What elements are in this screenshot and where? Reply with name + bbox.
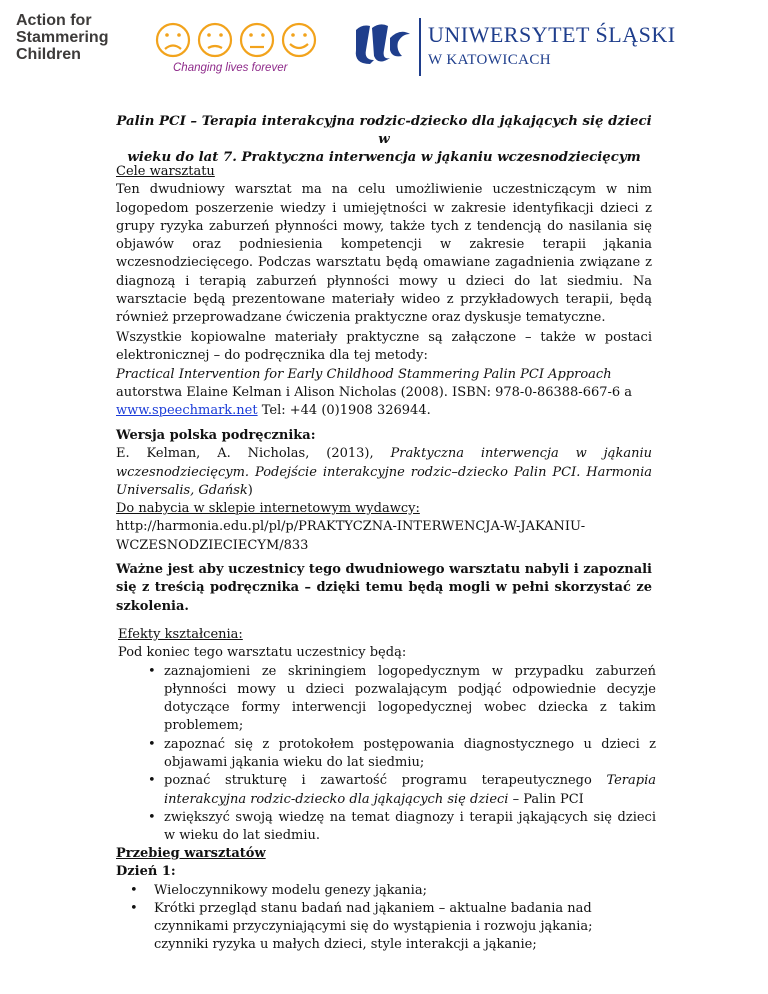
outcome-item	[138, 772, 656, 809]
outcomes-section	[118, 626, 656, 846]
materials-paragraph: Wszystkie kopiowalne materiały praktyczne są załączone – także w postaci elektronicznej – do podręcznika dla tej metody:	[116, 330, 652, 364]
university-city: W KATOWICACH	[428, 52, 551, 68]
polish-authors: E. Kelman, A. Nicholas, (2013),	[116, 446, 391, 462]
book-phone: Tel: +44 (0)1908 326944.	[257, 403, 431, 419]
afsc-line-2: Stammering	[16, 29, 109, 46]
outcome-item: • zwiększyć swoją wiedzę na temat diagnozy i terapii jąkających się dzieci w wieku do lat siedmiu.	[138, 809, 656, 846]
unhappy-face-icon	[199, 24, 231, 56]
happy-face-icon	[283, 24, 315, 56]
polish-edition-citation	[116, 445, 652, 500]
book-title-en: Practical Intervention for Early Childhood Stammering Palin PCI Approach	[116, 366, 612, 382]
logo-divider	[419, 18, 421, 76]
title-line-2: wieku do lat 7. Praktyczna interwencja w jąkaniu wczesnodziecięcym	[127, 150, 641, 165]
university-name: UNIWERSYTET ŚLĄSKI	[428, 22, 676, 47]
outcome-3-suffix: – Palin PCI	[508, 791, 584, 807]
buy-url-line-2[interactable]: WCZESNODZIECIECYM/833	[116, 537, 309, 553]
afsc-line-3: Children	[16, 46, 81, 63]
goals-section	[116, 163, 652, 328]
day1-item-2-line-2: czynnikami przyczyniającymi się do wystąpienia i rozwoju jąkania;	[154, 919, 593, 935]
afsc-line-1: Action for	[16, 12, 92, 29]
polish-close: )	[247, 482, 253, 498]
book-authors: autorstwa Elaine Kelman i Alison Nicholas (2008). ISBN: 978-0-86388-667-6 a	[116, 384, 633, 400]
outcomes-heading: Efekty kształcenia:	[118, 627, 243, 642]
day1-item: • Wieloczynnikowy modelu genezy jąkania;	[120, 882, 652, 900]
polish-title: Praktyczna interwencja w jąkaniu wczesnodziecięcym. Podejście interakcyjne rodzic–dziecko Palin PCI. Harmonia Universalis, Gdańsk	[116, 446, 652, 498]
buy-label: Do nabycia w sklepie internetowym wydawcy:	[116, 501, 420, 517]
speechmark-link[interactable]: www.speechmark.net	[116, 403, 258, 419]
university-emblem-icon	[352, 20, 412, 66]
goals-heading: Cele warsztatu	[116, 164, 215, 179]
day1-item-2-line-1: • Krótki przegląd stanu badań nad jąkaniem – aktualne badania nad	[154, 900, 592, 916]
sad-face-icon	[157, 24, 189, 56]
afsc-wordmark	[16, 12, 108, 63]
day1-item	[120, 900, 652, 955]
outcome-item: • zaznajomieni ze skriningiem logopedycznym w przypadku zaburzeń płynności mowy u dzieci pozwalającym podjąć odpowiednie decyzje dotyczące formy interwencji logopedycznej wobec dziecka z takim problemem;	[138, 663, 656, 736]
outcome-item: • zapoznać się z protokołem postępowania diagnostycznego u dzieci z objawami jąkania wieku do lat siedmiu;	[138, 736, 656, 773]
polish-edition-heading: Wersja polska podręcznika:	[116, 428, 316, 443]
day1-item-2-line-3: czynniki ryzyka u małych dzieci, style interakcji a jąkanie;	[154, 937, 537, 953]
book-details	[116, 384, 652, 421]
buy-url-line-1[interactable]: http://harmonia.edu.pl/pl/p/PRAKTYCZNA-INTERWENCJA-W-JAKANIU-	[116, 519, 586, 535]
afsc-tagline: Changing lives forever	[173, 62, 288, 74]
outcomes-list	[138, 663, 656, 846]
neutral-face-icon	[241, 24, 273, 56]
goals-paragraph: Ten dwudniowy warsztat ma na celu umożliwienie uczestniczącym w nim logopedom poszerzenie wiedzy i umiejętności w zakresie identyfikacji dzieci z grupy ryzyka zaburzeń płynności mowy, także tych z tendencją do nasilania się objawów oraz podniesienia kompetencji w zakresie terapii jąkania wczesnodziecięcego. Podczas warsztatu będą omawiane zagadnienia związane z diagnozą i terapią zaburzeń płynności mowy u dzieci do lat siedmiu. Na warsztacie będą prezentowane materiały wideo z przykładowych terapii, będą również przeprowadzane ćwiczenia praktyczne oraz dyskusje tematyczne.	[116, 182, 652, 326]
smiley-faces-icon	[153, 20, 323, 60]
materials-section	[116, 329, 652, 420]
outcomes-intro: Pod koniec tego warsztatu uczestnicy będą:	[118, 645, 407, 661]
outcome-3-text: poznać strukturę i zawartość programu terapeutycznego	[164, 773, 607, 789]
title-line-1: Palin PCI – Terapia interakcyjna rodzic-dziecko dla jąkających się dzieci w	[116, 114, 652, 147]
outcome-3-program-name: Terapia interakcyjna rodzic-dziecko dla jąkających się dzieci	[164, 773, 656, 807]
day1-label: Dzień 1:	[116, 864, 176, 880]
document-title	[110, 113, 658, 167]
schedule-heading: Przebieg warsztatów	[116, 846, 266, 861]
important-note: Ważne jest aby uczestnicy tego dwudniowego warsztatu nabyli i zapoznali się z treścią podręcznika – dzięki temu będą mogli w pełni skorzystać ze szkolenia.	[116, 562, 652, 614]
afsc-logo	[16, 12, 316, 78]
day1-list	[116, 882, 652, 955]
schedule-section	[116, 845, 652, 955]
polish-edition-section	[116, 427, 652, 555]
